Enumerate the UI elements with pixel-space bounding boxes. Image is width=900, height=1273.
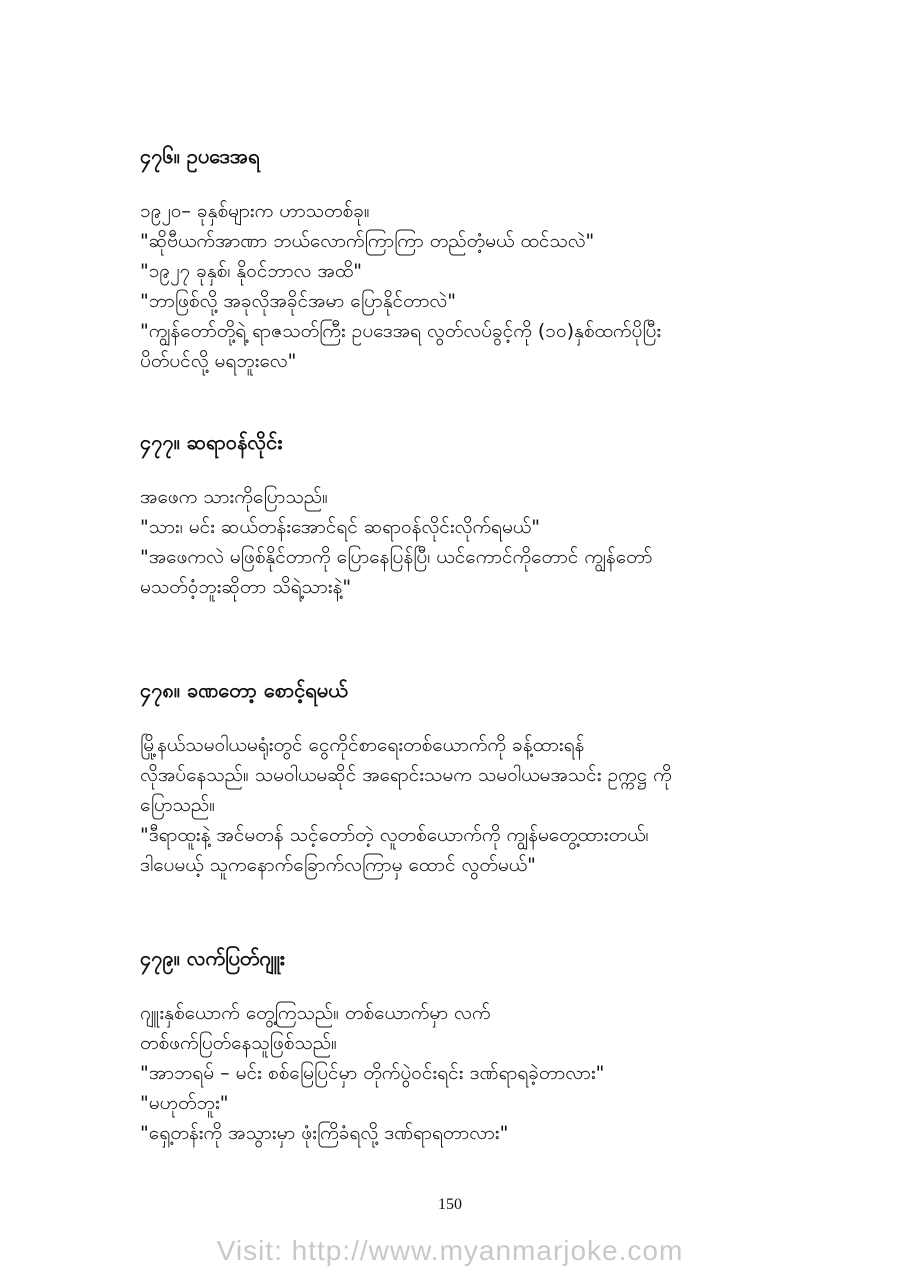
section-heading: ၄၇၉။ လက်ပြတ်ဂျူး: [140, 946, 285, 970]
text-line: "ကျွန်တော်တို့ရဲ့ ရာဇသတ်ကြီး ဥပဒေအရ လွတ်လပ်ခွင့်ကို (၁၀)နှစ်ထက်ပိုပြီး: [140, 320, 662, 342]
joke-section-477: [140, 428, 780, 602]
section-heading: ၄၇၆။ ဥပဒေအရ: [140, 144, 260, 168]
text-line: လိုအပ်နေသည်။ သမဝါယမဆိုင် အရောင်းသမက သမဝါယမအသင်း ဥက္ကဋ္ဌ ကို: [140, 764, 672, 786]
joke-section-479: [140, 944, 780, 1148]
text-line: မြို့နယ်သမဝါယမရုံးတွင် ငွေကိုင်စာရေးတစ်ယောက်ကို ခန့်ထားရန်: [140, 734, 585, 756]
text-line: ၁၉၂၀– ခုနှစ်များက ဟာသတစ်ခု။: [140, 200, 370, 222]
text-line: ပြောသည်။: [140, 794, 216, 816]
watermark: Visit: http://www.myanmarjoke.com: [216, 1235, 684, 1266]
section-heading: ၄၇၇။ ဆရာဝန်လိုင်း: [140, 430, 283, 454]
joke-section-478: [140, 676, 780, 880]
text-line: "ရှေ့တန်းကို အသွားမှာ ဖုံးကြိခံရလို့ ဒဏ်ရာရတာလား": [140, 1122, 509, 1144]
text-line: "အဖေကလဲ မဖြစ်နိုင်တာကို ပြောနေပြန်ပြီ၊ ယင်ကောင်ကိုတောင် ကျွန်တော်: [140, 546, 653, 568]
text-line: "ဘာဖြစ်လို့ အခုလိုအခိုင်အမာ ပြောနိုင်တာလဲ": [140, 290, 456, 312]
text-line: ဂျူးနှစ်ယောက် တွေ့ကြသည်။ တစ်ယောက်မှာ လက်: [140, 1002, 491, 1024]
joke-section-476: [140, 142, 780, 376]
page-number: 150: [438, 1196, 462, 1213]
text-line: "သား၊ မင်း ဆယ်တန်းအောင်ရင် ဆရာဝန်လိုင်းလိုက်ရမယ်": [140, 516, 540, 538]
text-line: တစ်ဖက်ပြတ်နေသူဖြစ်သည်။: [140, 1032, 337, 1054]
text-line: "၁၉၂၇ ခုနှစ်၊ နိုဝင်ဘာလ အထိ": [140, 260, 362, 282]
text-line: "ဒီရာထူးနဲ့ အင်မတန် သင့်တော်တဲ့ လူတစ်ယောက်ကို ကျွန်မတွေ့ထားတယ်၊: [140, 824, 649, 846]
text-line: အဖေက သားကိုပြောသည်။: [140, 486, 328, 508]
text-line: ဒါပေမယ့် သူကနောက်ခြောက်လကြာမှ ထောင် လွတ်မယ်": [140, 854, 536, 876]
text-line: "ဆိုဗီယက်အာဏာ ဘယ်လောက်ကြာကြာ တည်တံ့မယ် ထင်သလဲ": [140, 230, 595, 252]
section-heading: ၄၇၈။ ခဏတော့ စောင့်ရမယ်: [140, 678, 348, 702]
text-line: "အာဘရမ် – မင်း စစ်မြေပြင်မှာ တိုက်ပွဲဝင်းရင်း ဒဏ်ရာရခဲ့တာလား": [140, 1062, 605, 1084]
text-line: မသတ်ဝံ့ဘူးဆိုတာ သိရဲ့သားနဲ့": [140, 576, 352, 598]
text-line: ပိတ်ပင်လို့ မရဘူးလေ": [140, 350, 297, 372]
text-line: "မဟုတ်ဘူး": [140, 1092, 229, 1114]
